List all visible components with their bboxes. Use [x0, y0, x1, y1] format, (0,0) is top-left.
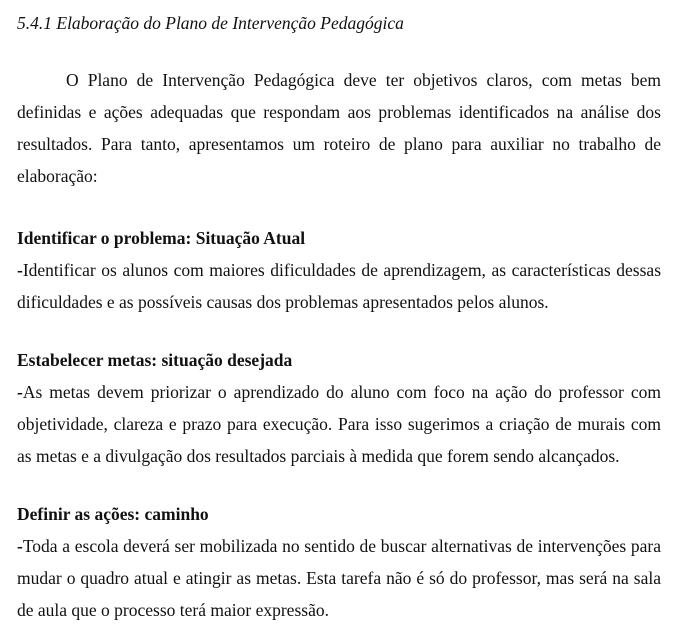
section-title: 5.4.1 Elaboração do Plano de Intervenção Pedagógica [17, 13, 404, 33]
paragraph-identify-problem-text: Identificar os alunos com maiores dificuldades de aprendizagem, as características dessas dificuldades e as possíveis causas dos problemas apresentados pelos alunos. [17, 260, 661, 312]
block-identify-problem [17, 222, 661, 318]
dash-marker: - [17, 536, 23, 556]
paragraph-set-goals-text: As metas devem priorizar o aprendizado do aluno com foco na ação do professor com objetividade, clareza e prazo para execução. Para isso sugerimos a criação de murais com as metas e a divulgação dos resultados parciais à medida que forem sendo alcançados. [17, 382, 661, 466]
heading-define-actions: Definir as ações: caminho [17, 504, 209, 524]
paragraph-set-goals [17, 376, 661, 472]
heading-set-goals: Estabelecer metas: situação desejada [17, 350, 293, 370]
paragraph-define-actions [17, 530, 661, 626]
heading-identify-problem: Identificar o problema: Situação Atual [17, 228, 306, 248]
dash-marker: - [17, 382, 23, 402]
dash-marker: - [17, 260, 23, 280]
paragraph-define-actions-text: Toda a escola deverá ser mobilizada no sentido de buscar alternativas de intervenções para mudar o quadro atual e atingir as metas. Esta tarefa não é só do professor, mas será na sala de aula que o processo terá maior expressão. [17, 536, 661, 620]
paragraph-identify-problem [17, 254, 661, 318]
block-define-actions [17, 498, 661, 626]
intro-paragraph: O Plano de Intervenção Pedagógica deve ter objetivos claros, com metas bem definidas e ações adequadas que respondam aos problemas identificados na análise dos resultados. Para tanto, apresentamos um roteiro de plano para auxiliar no trabalho de elaboração: [17, 70, 661, 186]
block-set-goals [17, 344, 661, 472]
